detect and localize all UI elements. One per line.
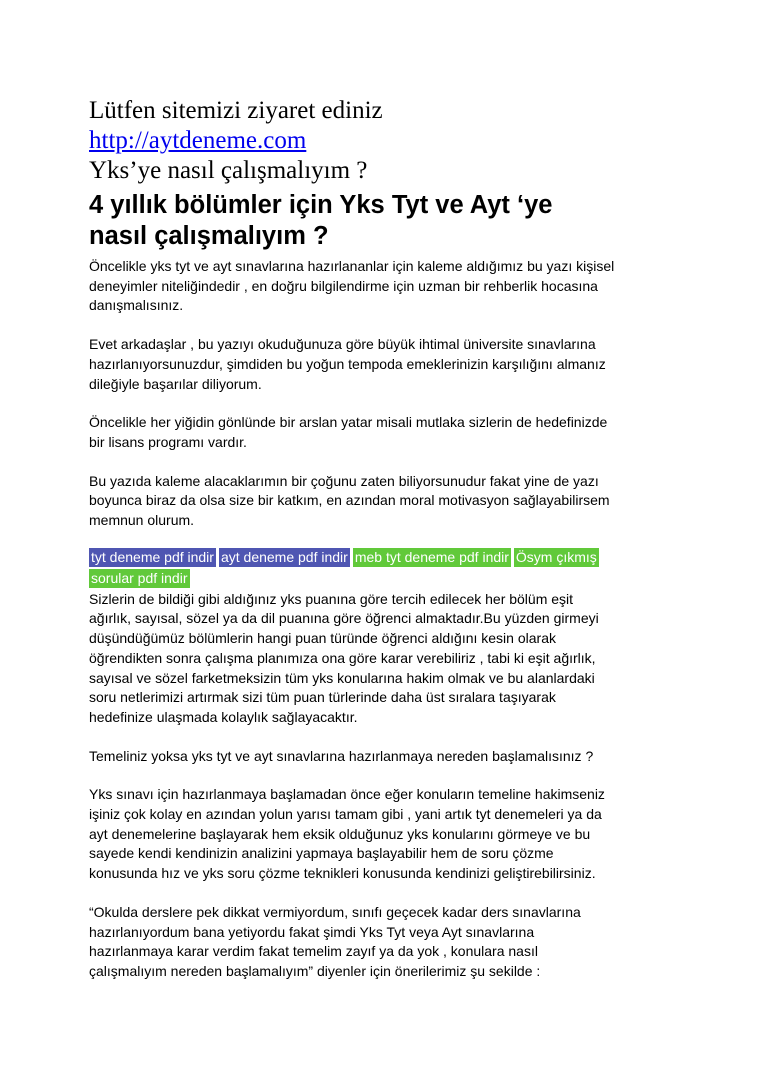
paragraph-line: boyunca biraz da olsa size bir katkım, en azından moral motivasyon sağlayabilirsem xyxy=(89,492,610,509)
site-link[interactable]: http://aytdeneme.com xyxy=(89,127,307,154)
paragraph-line: öğrendikten sonra çalışma planımıza ona göre karar verebiliriz , tabi ki eşit ağırlık, xyxy=(89,649,596,666)
paragraph-line: hazırlanıyorsunuzdur, şimdiden bu yoğun tempoda emeklerinizin karşılığını almanız xyxy=(89,355,606,372)
paragraph xyxy=(89,785,689,884)
paragraph-line: memnun olurum. xyxy=(89,512,195,529)
paragraph-line: deneyimler niteliğindedir , en doğru bilgilendirme için uzman bir rehberlik hocasına xyxy=(89,277,598,294)
tag-tyt-deneme-link[interactable]: tyt deneme pdf indir xyxy=(91,548,214,565)
paragraph xyxy=(89,472,689,531)
paragraph xyxy=(89,257,689,316)
headline-line: 4 yıllık bölümler için Yks Tyt ve Ayt ‘ye xyxy=(89,191,553,219)
paragraph-line: hedefinize ulaşmada kolaylık sağlayacaktır. xyxy=(89,708,358,725)
visit-text: Lütfen sitemizi ziyaret ediniz xyxy=(89,97,383,124)
paragraph-line: sayede kendi kendinizin analizini yapmaya başlayabilir hem de soru çözme xyxy=(89,845,554,862)
paragraph-line: hazırlanıyordum bana yetiyordu fakat şimdi Yks Tyt veya Ayt sınavlarına xyxy=(89,923,535,940)
paragraph-line: bir lisans programı vardır. xyxy=(89,433,247,450)
headline xyxy=(89,190,689,252)
paragraph xyxy=(89,903,689,982)
paragraph xyxy=(89,335,689,394)
paragraph-line: düşündüğümüz bölümlerin hangi puan türünde öğrenci aldığını kesin olarak xyxy=(89,630,556,647)
paragraph-line: Öncelikle yks tyt ve ayt sınavlarına hazırlananlar için kaleme aldığımız bu yazı kişisel xyxy=(89,258,615,274)
paragraph-line: Temeliniz yoksa yks tyt ve ayt sınavlarına hazırlanmaya nereden başlamalısınız ? xyxy=(89,747,594,764)
paragraph-line: ağırlık, sayısal, sözel ya da dil puanına göre öğrenci almaktadır.Bu yüzden girmeyi xyxy=(89,610,599,627)
paragraph-line: dileğiyle başarılar diliyorum. xyxy=(89,375,262,392)
paragraph-line: Yks sınavı için hazırlanmaya başlamadan önce eğer konuların temeline hakimseniz xyxy=(89,786,605,803)
tag-meb-tyt-deneme-link[interactable]: meb tyt deneme pdf indir xyxy=(354,548,509,565)
site-link-line xyxy=(89,126,689,156)
tag-osym-cikmis-link[interactable]: Ösym çıkmış xyxy=(515,548,597,565)
tag-sorular-pdf-link[interactable]: sorular pdf indir xyxy=(91,569,188,586)
paragraph-line: Sizlerin de bildiği gibi aldığınız yks puanına göre tercih edilecek her bölüm eşit xyxy=(89,590,574,607)
paragraph xyxy=(89,590,689,728)
paragraph-line: çalışmalıyım nereden başlamalıyım” diyenler için önerilerimiz şu sekilde : xyxy=(89,962,541,979)
paragraph-line: danışmalısınız. xyxy=(89,297,184,314)
paragraph-line: hazırlanmaya karar verdim fakat temelim zayıf ya da yok , konulara nasıl xyxy=(89,943,538,960)
headline-line: nasıl çalışmalıyım ? xyxy=(89,222,329,250)
question-text: Yks’ye nasıl çalışmalıyım ? xyxy=(89,157,368,184)
paragraph-line: Öncelikle her yiğidin gönlünde bir arslan yatar misali mutlaka sizlerin de hedefinizde xyxy=(89,414,608,431)
paragraph xyxy=(89,413,689,452)
paragraph-line: Bu yazıda kaleme alacaklarımın bir çoğunu zaten biliyorsunudur fakat yine de yazı xyxy=(89,472,599,489)
paragraph-line: “Okulda derslere pek dikkat vermiyordum, sınıfı geçecek kadar ders sınavlarına xyxy=(89,903,581,920)
tag-ayt-deneme-link[interactable]: ayt deneme pdf indir xyxy=(220,548,348,565)
paragraph-line: işiniz çok kolay en azından yolun yarısı tamam gibi , yani artık tyt denemeleri ya da xyxy=(89,806,602,823)
paragraph xyxy=(89,747,689,767)
paragraph-line: sayısal ve sözel farketmeksizin tüm yks konularına hakim olmak ve bu alanlardaki xyxy=(89,669,595,686)
paragraph-line: konusunda hız ve yks soru çözme teknikleri konusunda kendinizi geliştirebilirsiniz. xyxy=(89,865,596,882)
paragraph-line: ayt denemelerine başlayarak hem eksik olduğunuz yks konularını görmeye ve bu xyxy=(89,825,591,842)
paragraph-line: Evet arkadaşlar , bu yazıyı okuduğunuza göre büyük ihtimal üniversite sınavlarına xyxy=(89,336,596,353)
paragraph-line: soru netlerimizi artırmak sizi tüm puan türlerinde daha üst sıralara taşıyarak xyxy=(89,689,556,706)
document-page xyxy=(89,96,689,1001)
download-tags xyxy=(89,548,689,590)
